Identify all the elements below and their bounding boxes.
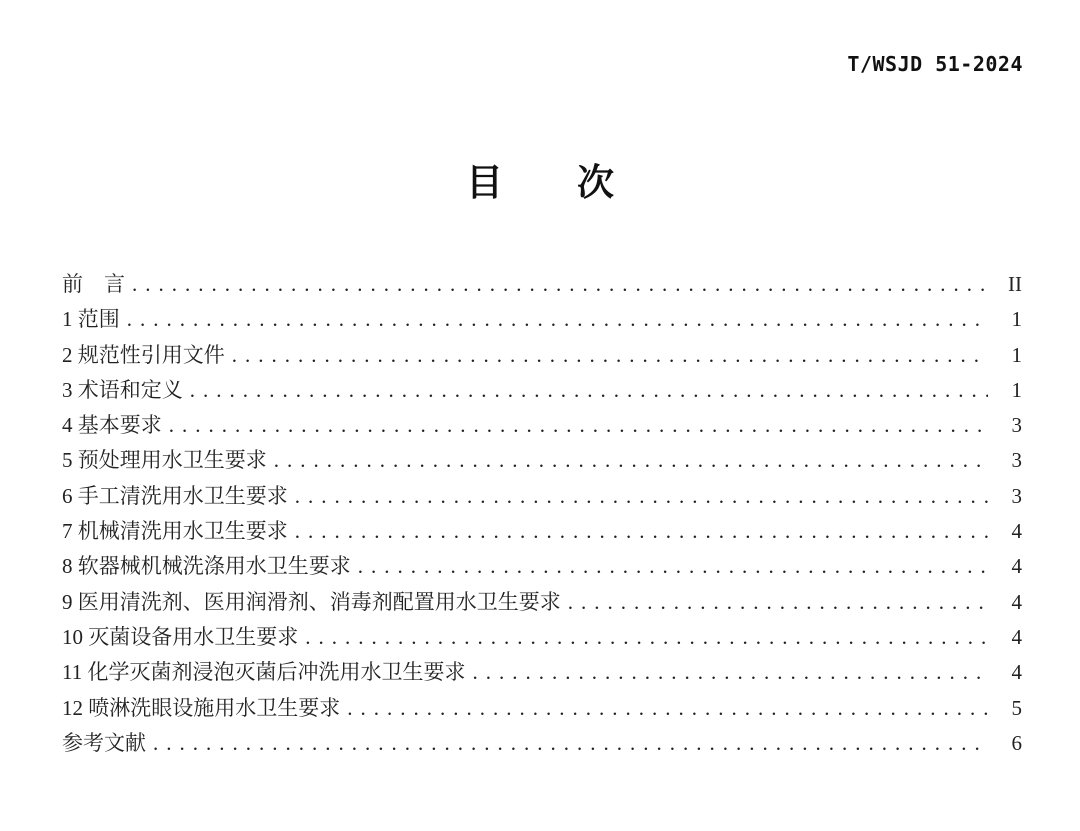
toc-entry-page: 1 [1011, 342, 1022, 367]
toc-entry-label: 9 医用清洗剂、医用润滑剂、消毒剂配置用水卫生要求 [62, 589, 561, 614]
dot-leader [127, 307, 988, 332]
toc-entry-page: 4 [1011, 660, 1022, 685]
toc-entry-label: 前 言 [62, 272, 125, 296]
dot-leader [347, 696, 988, 721]
dot-leader [305, 625, 988, 650]
toc-entry [62, 727, 1022, 762]
toc-entry-page: 3 [1011, 448, 1022, 473]
toc-entry-label: 2 规范性引用文件 [62, 342, 225, 367]
toc-entry [62, 303, 1022, 338]
dot-leader [232, 343, 988, 368]
toc-entry [62, 692, 1022, 727]
toc-entry-label: 12 喷淋洗眼设施用水卫生要求 [62, 695, 341, 720]
toc-entry-page: 3 [1011, 413, 1022, 438]
toc-entry-page: 4 [1011, 589, 1022, 614]
toc-entry [62, 374, 1022, 409]
page-title: 目 次 [466, 162, 614, 203]
toc-entry [62, 621, 1022, 656]
dot-leader [472, 660, 988, 685]
dot-leader [568, 590, 988, 615]
toc-entry-label: 7 机械清洗用水卫生要求 [62, 519, 288, 544]
toc-entry-page: II [1008, 272, 1022, 296]
toc-entry [62, 339, 1022, 374]
toc-entry-page: 4 [1011, 519, 1022, 544]
dot-leader [190, 378, 988, 403]
toc-entry-label: 11 化学灭菌剂浸泡灭菌后冲洗用水卫生要求 [62, 660, 466, 685]
toc-entry-label: 参考文献 [62, 730, 146, 755]
toc-entry [62, 550, 1022, 585]
dot-leader [153, 731, 988, 756]
toc-entry-label: 5 预处理用水卫生要求 [62, 448, 267, 473]
toc-entry-page: 5 [1011, 695, 1022, 720]
toc-entry-page: 4 [1011, 554, 1022, 579]
toc-entry-page: 3 [1011, 483, 1022, 508]
dot-leader [295, 519, 988, 544]
toc-entry-page: 1 [1011, 307, 1022, 332]
dot-leader [274, 448, 988, 473]
toc-entry-label: 4 基本要求 [62, 413, 162, 438]
toc-entry [62, 586, 1022, 621]
toc-entry-label: 6 手工清洗用水卫生要求 [62, 483, 288, 508]
toc-entry [62, 268, 1022, 303]
toc-entry-page: 6 [1011, 730, 1022, 755]
toc-entry-page: 1 [1011, 377, 1022, 402]
dot-leader [358, 554, 988, 579]
dot-leader [132, 272, 988, 297]
toc-entry-label: 10 灭菌设备用水卫生要求 [62, 624, 299, 649]
toc-entry-label: 3 术语和定义 [62, 377, 183, 402]
toc-entry [62, 515, 1022, 550]
toc-entry [62, 409, 1022, 444]
dot-leader [295, 484, 988, 509]
document-code: T/WSJD 51-2024 [847, 52, 1023, 76]
table-of-contents [62, 268, 1022, 762]
dot-leader [169, 413, 988, 438]
toc-entry [62, 656, 1022, 691]
toc-entry-label: 1 范围 [62, 307, 120, 332]
toc-entry-label: 8 软器械机械洗涤用水卫生要求 [62, 554, 351, 579]
toc-entry-page: 4 [1011, 624, 1022, 649]
toc-entry [62, 480, 1022, 515]
toc-entry [62, 444, 1022, 479]
